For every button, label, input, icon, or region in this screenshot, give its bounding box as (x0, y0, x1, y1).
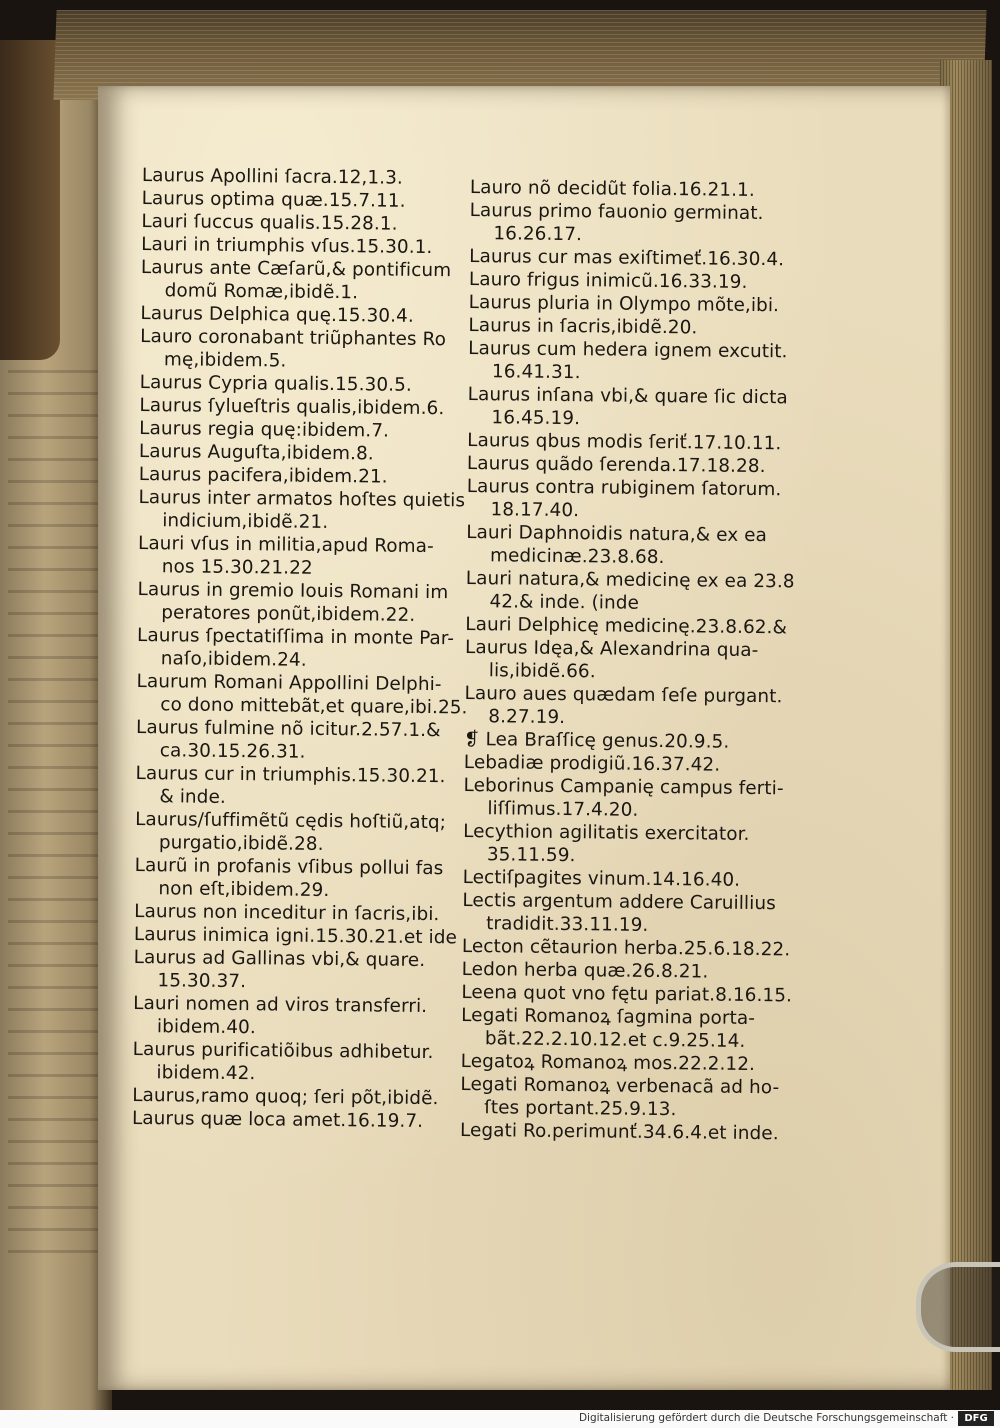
index-entry-continuation: purgatio,ibidẽ.28. (158, 832, 324, 855)
index-entry: Laurus inſana vbi,& quare ſic dicta (467, 383, 788, 409)
index-entry-continuation: non eſt,ibidem.29. (158, 878, 330, 902)
index-entry-continuation: naſo,ibidem.24. (160, 648, 307, 671)
index-entry-continuation: tradidit.33.11.19. (486, 913, 649, 936)
index-entry: Legati Romanoꝝ verbenacã ad ho- (460, 1073, 780, 1099)
index-entry-continuation: 15.30.37. (157, 970, 247, 993)
index-entry: Laurus contra rubiginem ſatorum. (466, 475, 782, 501)
index-entry: Laurus pacifera,ibidem.21. (138, 463, 388, 488)
index-entry: Ledon herba quæ.26.8.21. (461, 958, 709, 983)
index-entry: Lectiſpagites vinum.14.16.40. (462, 866, 741, 891)
index-entry: Laurus cur in triumphis.15.30.21. (135, 762, 446, 788)
index-entry: Laurus/ſuffimẽtũ cędis hoſtiũ,atq; (135, 808, 447, 834)
index-entry-continuation: bãt.22.2.10.12.et c.9.25.14. (484, 1028, 746, 1052)
index-entry: Laurus ſpectatiſſima in monte Par- (136, 624, 455, 650)
index-entry: ❡ Lea Braſſicę genus.20.9.5. (463, 728, 730, 753)
index-entry-continuation: 16.26.17. (493, 223, 583, 246)
index-entry-continuation: peratores ponũt,ibidem.22. (161, 602, 416, 626)
index-entry: Lebadiæ prodigiũ.16.37.42. (463, 751, 721, 776)
index-entry-continuation: domũ Romæ,ibidẽ.1. (164, 280, 359, 304)
index-entry: Laurus ante Cæſarũ,& pontificum (140, 256, 452, 282)
facing-page-text (8, 370, 100, 1270)
index-entry: Lecythion agilitatis exercitator. (463, 820, 750, 845)
index-entry: Laurus Idęa,& Alexandrina qua- (464, 636, 759, 662)
index-entry-continuation: medicinæ.23.8.68. (489, 545, 665, 569)
index-entry-continuation: mę,ibidem.5. (163, 349, 287, 372)
index-entry: Legati Romanoꝝ ſagmina porta- (461, 1004, 756, 1030)
index-entry-continuation: & inde. (159, 786, 226, 808)
index-entry: Laurus cur mas exiſtimeť.16.30.4. (469, 245, 785, 271)
index-column-left (132, 164, 472, 1133)
index-entry: Laurus ſylueſtris qualis,ibidem.6. (139, 394, 445, 420)
index-entry: Leena quot vno fętu pariat.8.16.15. (461, 981, 793, 1007)
index-entry: Laurus purificatiõibus adhibetur. (132, 1038, 434, 1064)
index-entry: Leborinus Campanię campus ferti- (463, 774, 784, 800)
index-entry: Laurus inter armatos hoſtes quietis (138, 486, 466, 512)
dfg-logo: DFG (958, 1411, 994, 1426)
index-entry: Lectis argentum addere Caruillius (462, 889, 776, 915)
index-entry: Laurus pluria in Olympo mõte,ibi. (468, 291, 780, 317)
index-entry: Laurus primo fauonio germinat. (469, 199, 764, 225)
index-entry: Laurus optima quæ.15.7.11. (141, 187, 406, 212)
index-entry: Lauri in triumphis vſus.15.30.1. (141, 233, 433, 259)
index-entry: Lauri vſus in militia,apud Roma- (137, 532, 434, 558)
index-entry: Laurus qbus modis ſeriť.17.10.11. (467, 429, 782, 455)
index-entry-continuation: indicium,ibidẽ.21. (162, 510, 329, 533)
index-entry: Laurus quæ loca amet.16.19.7. (131, 1107, 424, 1132)
index-entry: Legatoꝝ Romanoꝝ mos.22.2.12. (460, 1050, 756, 1076)
index-entry: Laurum Romani Appollini Delphi- (136, 670, 442, 696)
index-entry: Lauro aues quædam ſeſe purgant. (464, 682, 783, 708)
index-entry-continuation: 18.17.40. (490, 499, 580, 522)
footer-bar (0, 1410, 1000, 1428)
index-entry-continuation: liſſimus.17.4.20. (487, 798, 639, 821)
index-entry: Lauri natura,& medicinę ex ea 23.8 (465, 567, 795, 593)
index-entry-continuation: 42.& inde. (inde (489, 591, 640, 614)
index-entry: Laurus ad Gallinas vbi,& quare. (133, 946, 426, 972)
leather-binding (0, 40, 60, 360)
index-entry: Laurus Cypria qualis.15.30.5. (139, 371, 412, 396)
index-entry: Lauri nomen ad viros transferri. (133, 992, 428, 1018)
index-entry: Lecton cẽtaurion herba.25.6.18.22. (461, 935, 791, 961)
index-entry: Laurũ in profanis vſibus pollui fas (134, 854, 444, 880)
index-entry: Laurus Delphica quę.15.30.4. (140, 302, 414, 327)
funding-credit: Digitalisierung gefördert durch die Deutsche Forschungsgemeinschaft · (578, 1412, 954, 1424)
index-entry-continuation: co dono mittebãt,et quare,ibi.25. (160, 694, 468, 719)
index-entry-continuation: nos 15.30.21.22 (161, 556, 313, 579)
index-entry: Laurus Apollini ſacra.12,1.3. (141, 164, 404, 189)
index-entry: Laurus Auguſta,ibidem.8. (138, 440, 374, 465)
index-entry-continuation: 8.27.19. (488, 706, 566, 729)
index-entry-continuation: ibidem.40. (156, 1016, 256, 1039)
facing-page-edge (0, 40, 112, 1410)
index-entry: Laurus regia quę:ibidem.7. (139, 417, 390, 442)
index-entry: Laurus quãdo ſerenda.17.18.28. (466, 452, 766, 478)
index-entry: Laurus non inceditur in ſacris,ibi. (134, 900, 440, 926)
index-entry: Laurus fulmine nõ icitur.2.57.1.& (135, 716, 441, 742)
index-entry: Legati Ro.perimunť.34.6.4.et inde. (459, 1119, 779, 1145)
index-entry-continuation: ca.30.15.26.31. (159, 740, 306, 763)
index-entry: Lauro coronabant triũphantes Ro (140, 325, 447, 351)
index-entry: Laurus,ramo quoq; ſeri põt,ibidẽ. (132, 1084, 439, 1110)
index-entry-continuation: 35.11.59. (486, 844, 576, 867)
index-entry: Laurus cum hedera ignem excutit. (468, 337, 788, 363)
index-entry: Lauri ſuccus qualis.15.28.1. (141, 210, 398, 235)
index-entry: Lauri Daphnoidis natura,& ex ea (466, 521, 768, 547)
index-entry-continuation: 16.45.19. (491, 407, 581, 430)
index-column-right (460, 176, 820, 1146)
index-entry: Lauri Delphicę medicinę.23.8.62.& (465, 613, 788, 639)
index-entry: Laurus inimica igni.15.30.21.et ide (133, 923, 458, 949)
index-entry-continuation: ſtes portant.25.9.13. (484, 1097, 677, 1121)
index-entry: Lauro nõ decidũt folia.16.21.1. (469, 176, 755, 201)
index-entry: Laurus in ſacris,ibidẽ.20. (468, 314, 698, 339)
index-entry: Lauro frigus inimicũ.16.33.19. (468, 268, 748, 293)
index-entry-continuation: ibidem.42. (156, 1062, 256, 1085)
index-entry-continuation: 16.41.31. (491, 361, 581, 384)
index-entry-continuation: lis,ibidẽ.66. (488, 660, 596, 683)
index-entry: Laurus in gremio Iouis Romani im (137, 578, 449, 604)
page-clip (916, 1262, 1000, 1352)
